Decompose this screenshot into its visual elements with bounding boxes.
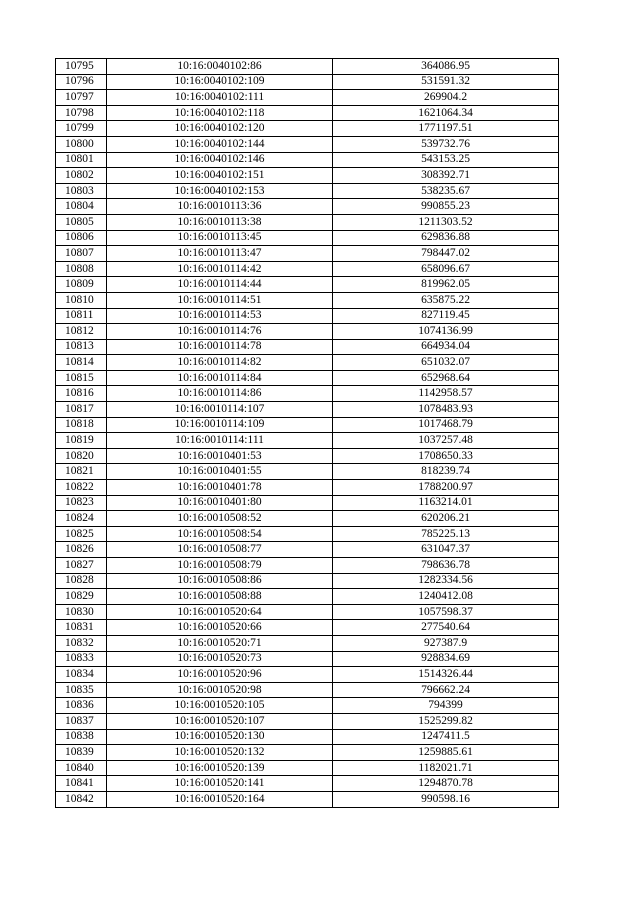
row-number-cell: 10812 [56,324,107,340]
table-row [56,635,559,651]
row-number-cell: 10834 [56,667,107,683]
cadastral-number-cell: 10:16:0040102:153 [107,183,333,199]
table-row [56,776,559,792]
table-row [56,261,559,277]
cadastral-number-cell: 10:16:0010520:64 [107,604,333,620]
cadastral-number-cell: 10:16:0010114:82 [107,355,333,371]
cadastral-value-cell: 796662.24 [333,682,559,698]
cadastral-value-cell: 308392.71 [333,168,559,184]
cadastral-number-cell: 10:16:0010114:109 [107,417,333,433]
cadastral-number-cell: 10:16:0010508:52 [107,511,333,527]
cadastral-number-cell: 10:16:0010114:111 [107,433,333,449]
row-number-cell: 10830 [56,604,107,620]
row-number-cell: 10823 [56,495,107,511]
cadastral-value-cell: 1163214.01 [333,495,559,511]
row-number-cell: 10821 [56,464,107,480]
row-number-cell: 10805 [56,214,107,230]
row-number-cell: 10840 [56,760,107,776]
cadastral-number-cell: 10:16:0010114:76 [107,324,333,340]
table-row [56,745,559,761]
table-row [56,121,559,137]
cadastral-value-cell: 990598.16 [333,791,559,807]
cadastral-value-cell: 1240412.08 [333,589,559,605]
table-row [56,667,559,683]
cadastral-number-cell: 10:16:0010114:53 [107,308,333,324]
cadastral-value-cell: 531591.32 [333,74,559,90]
table-row [56,168,559,184]
row-number-cell: 10836 [56,698,107,714]
table-row [56,370,559,386]
cadastral-value-cell: 1074136.99 [333,324,559,340]
table-row [56,59,559,75]
cadastral-value-cell: 629836.88 [333,230,559,246]
row-number-cell: 10813 [56,339,107,355]
cadastral-number-cell: 10:16:0010114:86 [107,386,333,402]
cadastral-value-cell: 818239.74 [333,464,559,480]
row-number-cell: 10833 [56,651,107,667]
table-row [56,324,559,340]
cadastral-number-cell: 10:16:0010520:139 [107,760,333,776]
table-row [56,433,559,449]
table-row [56,105,559,121]
row-number-cell: 10822 [56,480,107,496]
table-row [56,246,559,262]
cadastral-value-cell: 1182021.71 [333,760,559,776]
row-number-cell: 10825 [56,526,107,542]
table-row [56,277,559,293]
row-number-cell: 10806 [56,230,107,246]
cadastral-number-cell: 10:16:0010114:107 [107,402,333,418]
row-number-cell: 10841 [56,776,107,792]
cadastral-value-cell: 664934.04 [333,339,559,355]
cadastral-number-cell: 10:16:0040102:111 [107,90,333,106]
cadastral-value-cell: 277540.64 [333,620,559,636]
table-row [56,729,559,745]
row-number-cell: 10842 [56,791,107,807]
table-row [56,448,559,464]
table-row [56,682,559,698]
table-row [56,464,559,480]
cadastral-value-cell: 658096.67 [333,261,559,277]
cadastral-value-cell: 827119.45 [333,308,559,324]
cadastral-number-cell: 10:16:0010113:36 [107,199,333,215]
table-row [56,230,559,246]
cadastral-value-cell: 631047.37 [333,542,559,558]
table-row [56,199,559,215]
cadastral-value-cell: 794399 [333,698,559,714]
row-number-cell: 10829 [56,589,107,605]
cadastral-value-cell: 1247411.5 [333,729,559,745]
cadastral-value-cell: 635875.22 [333,292,559,308]
cadastral-value-cell: 1282334.56 [333,573,559,589]
row-number-cell: 10837 [56,713,107,729]
table-row [56,651,559,667]
cadastral-number-cell: 10:16:0040102:109 [107,74,333,90]
table-row [56,791,559,807]
table-row [56,495,559,511]
cadastral-number-cell: 10:16:0010401:78 [107,480,333,496]
table-row [56,74,559,90]
cadastral-value-cell: 364086.95 [333,59,559,75]
table-row [56,339,559,355]
row-number-cell: 10798 [56,105,107,121]
cadastral-number-cell: 10:16:0010114:44 [107,277,333,293]
row-number-cell: 10801 [56,152,107,168]
row-number-cell: 10827 [56,558,107,574]
table-row [56,526,559,542]
table-row [56,386,559,402]
cadastral-value-cell: 539732.76 [333,136,559,152]
cadastral-number-cell: 10:16:0040102:151 [107,168,333,184]
cadastral-value-cell: 1294870.78 [333,776,559,792]
cadastral-value-cell: 538235.67 [333,183,559,199]
table-row [56,511,559,527]
row-number-cell: 10795 [56,59,107,75]
row-number-cell: 10797 [56,90,107,106]
cadastral-number-cell: 10:16:0010401:80 [107,495,333,511]
row-number-cell: 10832 [56,635,107,651]
row-number-cell: 10811 [56,308,107,324]
table-row [56,183,559,199]
cadastral-number-cell: 10:16:0010114:78 [107,339,333,355]
cadastral-number-cell: 10:16:0010520:132 [107,745,333,761]
cadastral-value-cell: 990855.23 [333,199,559,215]
row-number-cell: 10810 [56,292,107,308]
row-number-cell: 10804 [56,199,107,215]
cadastral-value-cell: 1708650.33 [333,448,559,464]
cadastral-value-cell: 1037257.48 [333,433,559,449]
cadastral-number-cell: 10:16:0010520:164 [107,791,333,807]
cadastral-value-cell: 1788200.97 [333,480,559,496]
table-row [56,417,559,433]
cadastral-value-cell: 269904.2 [333,90,559,106]
table-row [56,573,559,589]
cadastral-value-cell: 798447.02 [333,246,559,262]
cadastral-number-cell: 10:16:0010113:45 [107,230,333,246]
cadastral-value-cell: 620206.21 [333,511,559,527]
cadastral-number-cell: 10:16:0010520:96 [107,667,333,683]
cadastral-value-cell: 652968.64 [333,370,559,386]
table-row [56,136,559,152]
row-number-cell: 10835 [56,682,107,698]
table-row [56,214,559,230]
row-number-cell: 10816 [56,386,107,402]
table-row [56,292,559,308]
row-number-cell: 10800 [56,136,107,152]
row-number-cell: 10839 [56,745,107,761]
row-number-cell: 10828 [56,573,107,589]
cadastral-value-cell: 1525299.82 [333,713,559,729]
row-number-cell: 10796 [56,74,107,90]
row-number-cell: 10802 [56,168,107,184]
cadastral-number-cell: 10:16:0040102:144 [107,136,333,152]
table-row [56,152,559,168]
cadastral-number-cell: 10:16:0010401:55 [107,464,333,480]
cadastral-value-table [55,58,559,808]
row-number-cell: 10831 [56,620,107,636]
cadastral-number-cell: 10:16:0010520:105 [107,698,333,714]
cadastral-number-cell: 10:16:0010508:86 [107,573,333,589]
cadastral-value-cell: 927387.9 [333,635,559,651]
cadastral-value-cell: 1078483.93 [333,402,559,418]
cadastral-value-cell: 819962.05 [333,277,559,293]
cadastral-number-cell: 10:16:0010114:51 [107,292,333,308]
cadastral-number-cell: 10:16:0010401:53 [107,448,333,464]
cadastral-number-cell: 10:16:0010113:47 [107,246,333,262]
table-row [56,308,559,324]
cadastral-value-cell: 1621064.34 [333,105,559,121]
table-row [56,480,559,496]
cadastral-value-cell: 928834.69 [333,651,559,667]
cadastral-number-cell: 10:16:0010508:79 [107,558,333,574]
cadastral-number-cell: 10:16:0010113:38 [107,214,333,230]
cadastral-number-cell: 10:16:0040102:118 [107,105,333,121]
cadastral-value-cell: 1514326.44 [333,667,559,683]
row-number-cell: 10824 [56,511,107,527]
cadastral-value-cell: 1259885.61 [333,745,559,761]
row-number-cell: 10815 [56,370,107,386]
row-number-cell: 10808 [56,261,107,277]
cadastral-value-cell: 798636.78 [333,558,559,574]
row-number-cell: 10799 [56,121,107,137]
cadastral-value-cell: 1211303.52 [333,214,559,230]
cadastral-number-cell: 10:16:0040102:86 [107,59,333,75]
cadastral-number-cell: 10:16:0010520:71 [107,635,333,651]
cadastral-value-cell: 1017468.79 [333,417,559,433]
table-row [56,402,559,418]
cadastral-value-cell: 543153.25 [333,152,559,168]
cadastral-value-cell: 1771197.51 [333,121,559,137]
table-row [56,620,559,636]
table-row [56,90,559,106]
row-number-cell: 10807 [56,246,107,262]
cadastral-number-cell: 10:16:0010520:141 [107,776,333,792]
table-row [56,589,559,605]
table-row [56,542,559,558]
row-number-cell: 10803 [56,183,107,199]
row-number-cell: 10818 [56,417,107,433]
cadastral-number-cell: 10:16:0010508:88 [107,589,333,605]
cadastral-number-cell: 10:16:0010520:98 [107,682,333,698]
row-number-cell: 10814 [56,355,107,371]
row-number-cell: 10838 [56,729,107,745]
cadastral-number-cell: 10:16:0040102:120 [107,121,333,137]
row-number-cell: 10809 [56,277,107,293]
table-row [56,558,559,574]
cadastral-number-cell: 10:16:0010114:84 [107,370,333,386]
cadastral-number-cell: 10:16:0010114:42 [107,261,333,277]
table-row [56,604,559,620]
cadastral-value-cell: 1057598.37 [333,604,559,620]
table-row [56,355,559,371]
row-number-cell: 10826 [56,542,107,558]
cadastral-number-cell: 10:16:0040102:146 [107,152,333,168]
table-row [56,760,559,776]
row-number-cell: 10819 [56,433,107,449]
table-row [56,713,559,729]
cadastral-value-cell: 1142958.57 [333,386,559,402]
table-row [56,698,559,714]
row-number-cell: 10820 [56,448,107,464]
cadastral-number-cell: 10:16:0010520:107 [107,713,333,729]
cadastral-value-cell: 651032.07 [333,355,559,371]
table-body [56,59,559,808]
cadastral-value-cell: 785225.13 [333,526,559,542]
cadastral-number-cell: 10:16:0010520:66 [107,620,333,636]
cadastral-number-cell: 10:16:0010520:130 [107,729,333,745]
document-page [55,58,559,808]
row-number-cell: 10817 [56,402,107,418]
cadastral-number-cell: 10:16:0010508:77 [107,542,333,558]
cadastral-number-cell: 10:16:0010508:54 [107,526,333,542]
cadastral-number-cell: 10:16:0010520:73 [107,651,333,667]
